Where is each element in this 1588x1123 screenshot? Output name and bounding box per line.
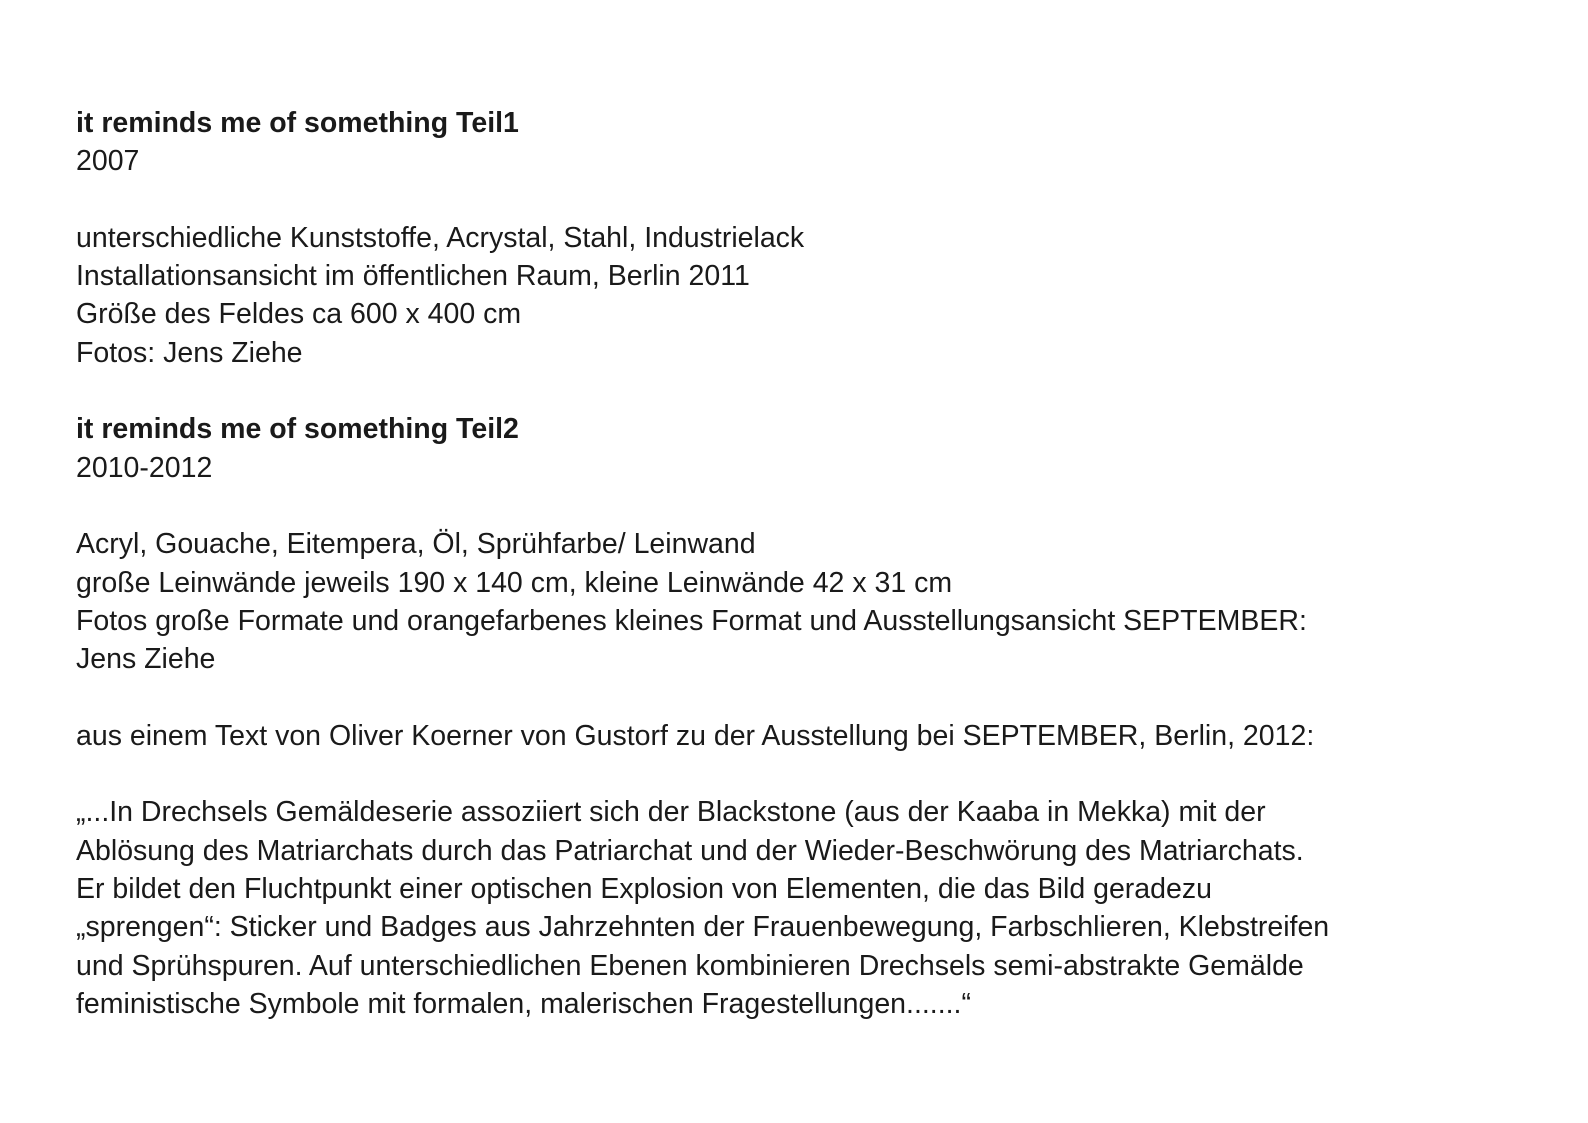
quote-block (76, 793, 1556, 1023)
work-1-photo-credit: Fotos: Jens Ziehe (76, 336, 303, 369)
quote-source: aus einem Text von Oliver Koerner von Gustorf zu der Ausstellung bei SEPTEMBER, Berlin, 2012: (76, 719, 1315, 752)
work-1-installation-view: Installationsansicht im öffentlichen Raum, Berlin 2011 (76, 260, 750, 293)
quote-line: „sprengen“: Sticker und Badges aus Jahrzehnten der Frauenbewegung, Farbschlieren, Klebstreifen (76, 911, 1330, 944)
quote-line: Ablösung des Matriarchats durch das Patriarchat und der Wieder-Beschwörung des Matriarchats. (76, 834, 1304, 867)
work-1-section (76, 104, 1556, 372)
spacer (76, 755, 1556, 793)
spacer (76, 678, 1556, 716)
work-2-photo-credit-name: Jens Ziehe (76, 643, 216, 676)
work-1-materials: unterschiedliche Kunststoffe, Acrystal, Stahl, Industrielack (76, 221, 805, 254)
work-2-photo-credit: Fotos große Formate und orangefarbenes kleines Format und Ausstellungsansicht SEPTEMBER: (76, 604, 1307, 637)
quote-line: „...In Drechsels Gemäldeserie assoziiert sich der Blackstone (aus der Kaaba in Mekka) mit der (76, 796, 1266, 829)
quote-line: und Sprühspuren. Auf unterschiedlichen Ebenen kombinieren Drechsels semi-abstrakte Gemälde (76, 949, 1304, 982)
spacer (76, 487, 1556, 525)
work-2-dimensions: große Leinwände jeweils 190 x 140 cm, kleine Leinwände 42 x 31 cm (76, 566, 953, 599)
work-2-materials: Acryl, Gouache, Eitempera, Öl, Sprühfarbe/ Leinwand (76, 528, 756, 561)
quote-line: feministische Symbole mit formalen, malerischen Fragestellungen.......“ (76, 987, 971, 1020)
work-2-section (76, 410, 1556, 678)
document-page (76, 104, 1556, 1023)
spacer (76, 181, 1556, 219)
work-2-year: 2010-2012 (76, 451, 213, 484)
work-1-field-size: Größe des Feldes ca 600 x 400 cm (76, 298, 522, 331)
work-2-title: it reminds me of something Teil2 (76, 413, 519, 446)
work-1-year: 2007 (76, 145, 140, 178)
work-1-title: it reminds me of something Teil1 (76, 107, 519, 139)
spacer (76, 372, 1556, 410)
quote-line: Er bildet den Fluchtpunkt einer optischen Explosion von Elementen, die das Bild geradezu (76, 872, 1212, 905)
